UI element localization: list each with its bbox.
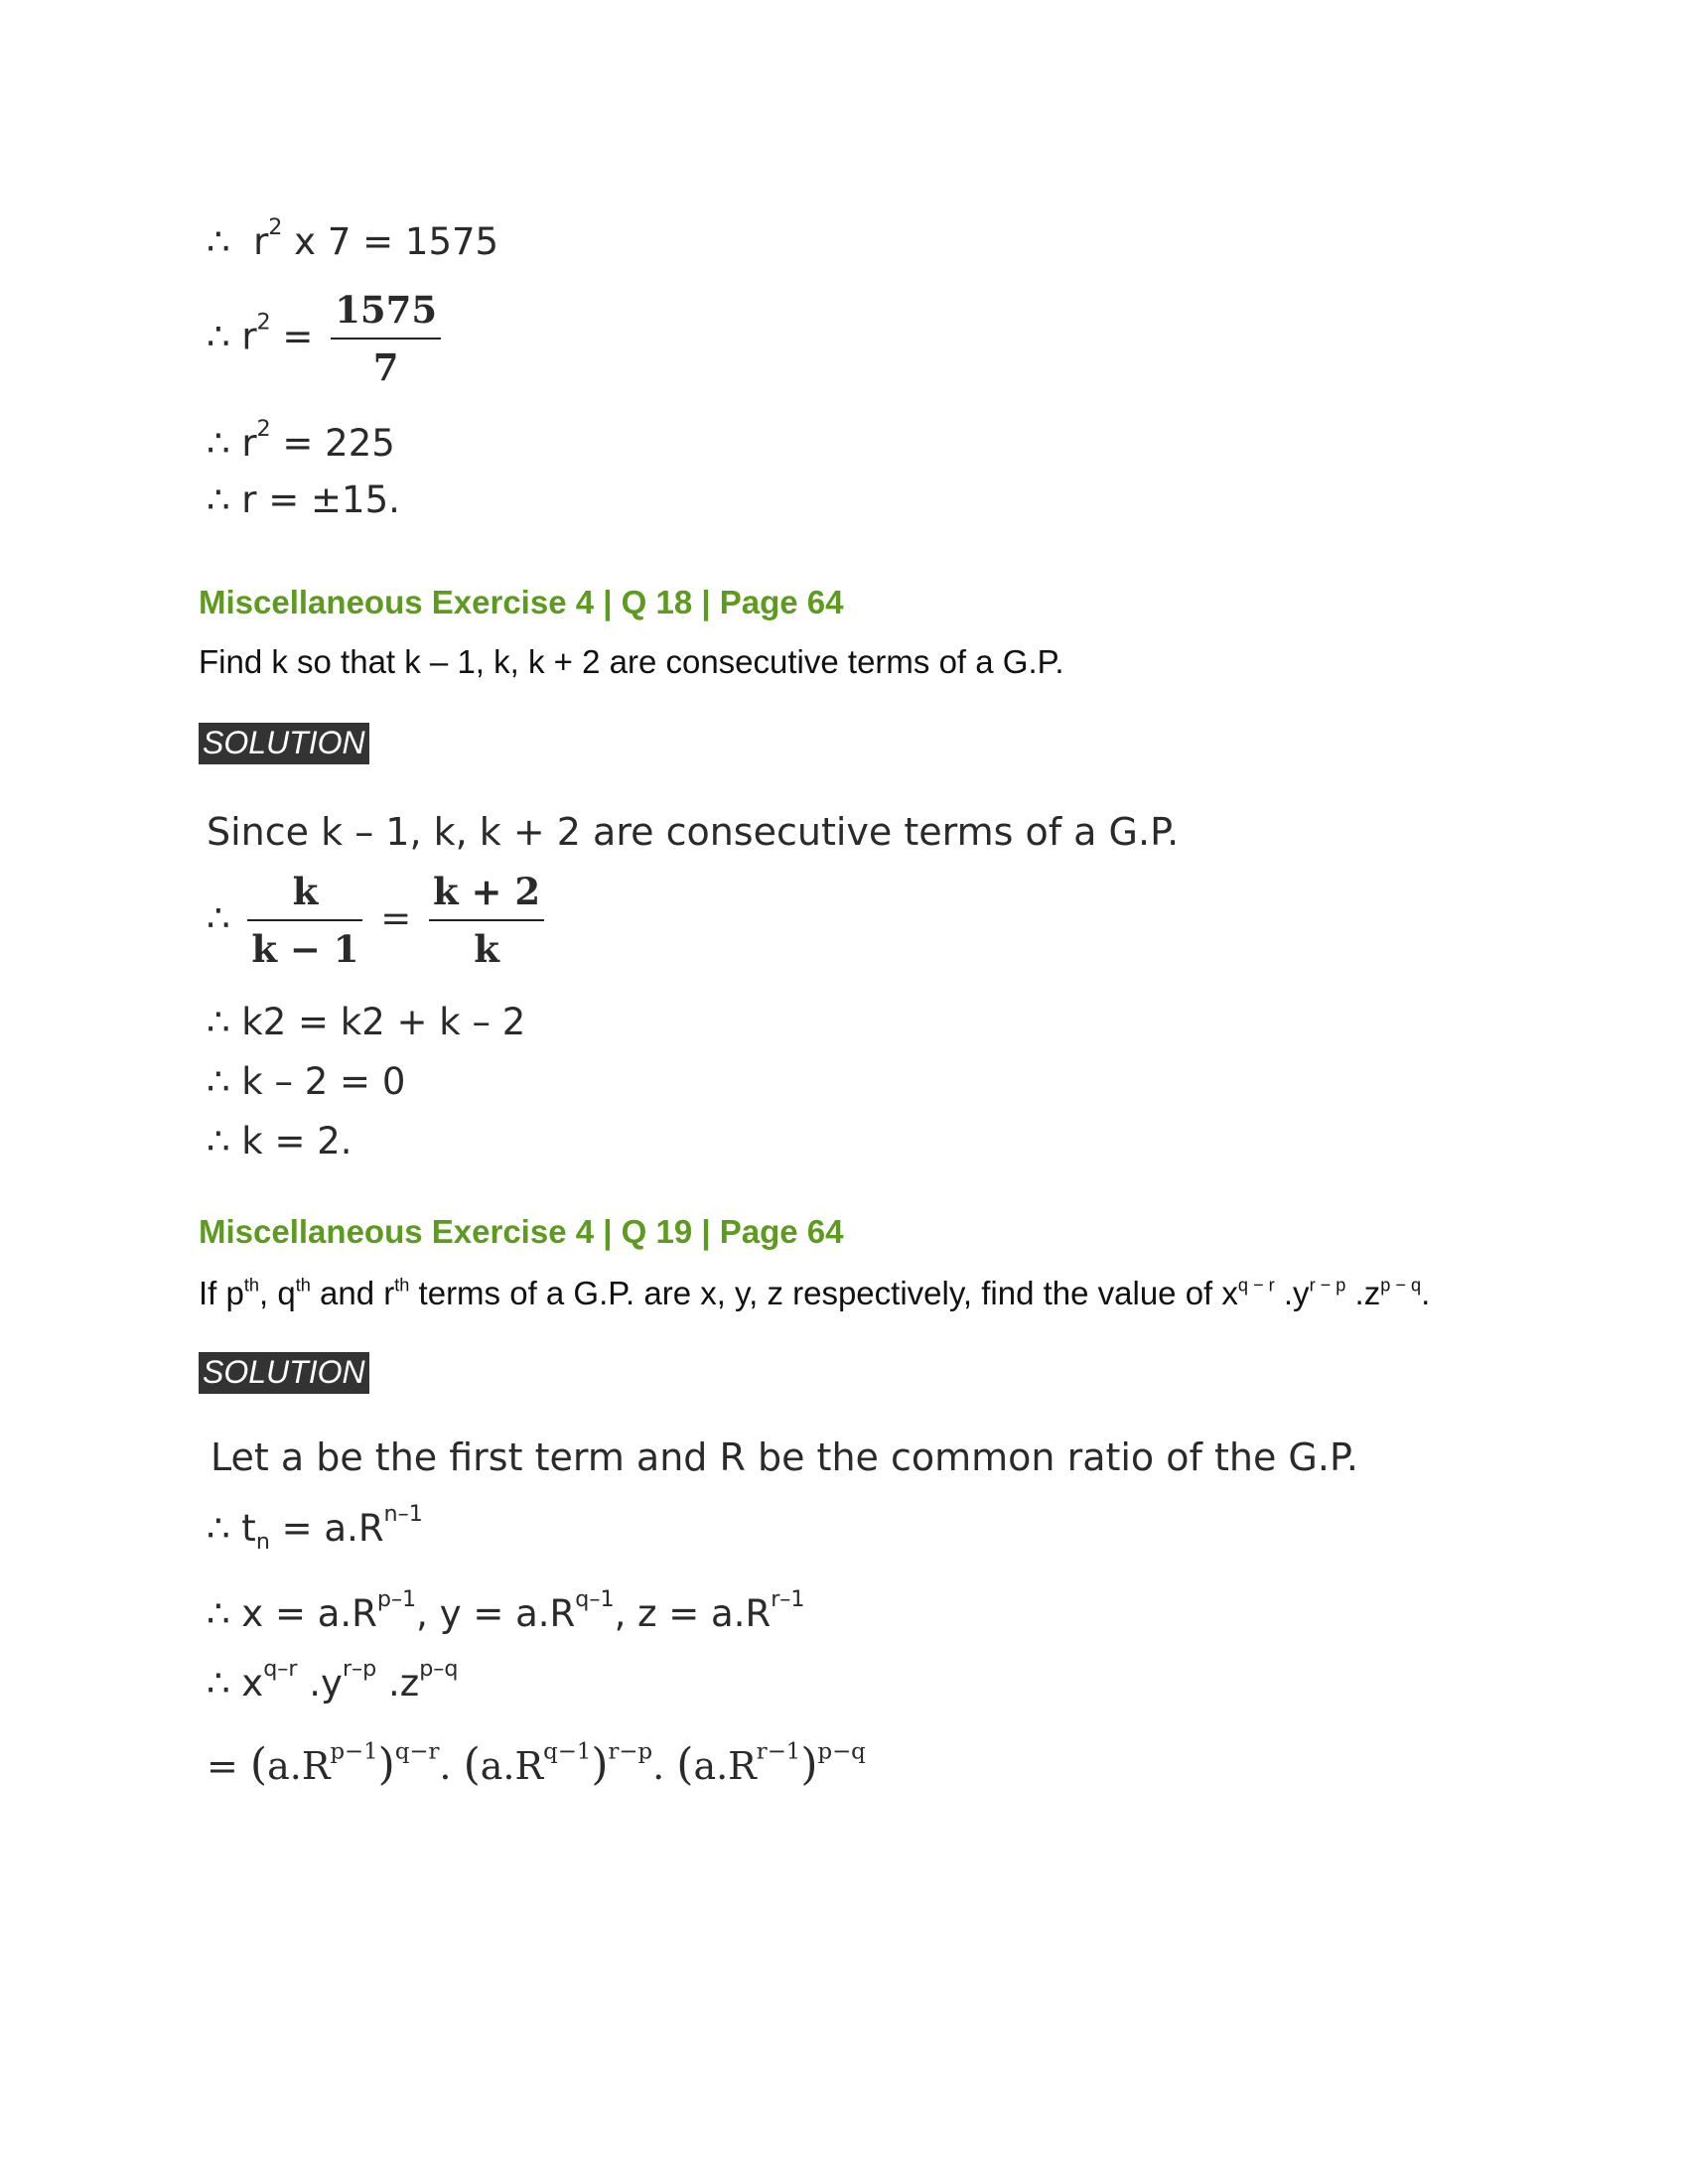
exponent: 2 (268, 214, 283, 241)
open-paren: ( (463, 1739, 481, 1790)
q18-solution-line-5: ∴ k = 2. (207, 1120, 352, 1162)
q19-solution-line-1: Let a be the first term and R be the common ratio of the G.P. (211, 1435, 1359, 1479)
ordinal-suffix: th (394, 1275, 410, 1296)
q19-text-part: .y (1274, 1275, 1310, 1311)
q19-text-part: , q (259, 1275, 296, 1311)
exponent: r − p (1309, 1275, 1346, 1296)
fraction-numerator: k + 2 (429, 870, 544, 921)
inner-exponent: p−1 (330, 1738, 378, 1765)
q19-text-part: .z (1345, 1275, 1381, 1311)
q19-text-part: . (1421, 1275, 1431, 1311)
therefore-symbol: ∴ (207, 422, 230, 465)
fraction-denominator: 7 (372, 345, 399, 389)
equation-rest: = 225 (270, 422, 395, 465)
q18-solution-line-4: ∴ k – 2 = 0 (207, 1060, 406, 1103)
equation-line-r-squared-225 (207, 416, 395, 465)
formula-part: ∴ t (207, 1507, 256, 1550)
question-19-text (199, 1275, 1430, 1312)
term: a.R (693, 1744, 757, 1788)
q19-solution-product-expression (207, 1656, 459, 1705)
exponent: p–q (419, 1656, 459, 1683)
q19-solution-substitution: = $(a.R^{p-1})^{q-r}$. $(a.R^{q-1})^{r-p}$. $(a.R^{r-1})^{p-q}$ (207, 1738, 866, 1790)
close-paren: ) (800, 1739, 818, 1790)
equation-line-r-squared-times-7 (207, 214, 499, 263)
outer-exponent: r−p (608, 1738, 653, 1765)
solution-label-q18: SOLUTION (199, 723, 369, 764)
equation-rest: x 7 = 1575 (282, 220, 499, 263)
variable-r: r (241, 315, 257, 358)
ordinal-suffix: th (243, 1275, 259, 1296)
q18-solution-line-1: Since k – 1, k, k + 2 are consecutive terms of a G.P. (207, 810, 1180, 854)
formula-part: ∴ x = a.R (207, 1592, 377, 1635)
question-19-heading: Miscellaneous Exercise 4 | Q 19 | Page 64 (199, 1213, 844, 1250)
therefore-symbol: ∴ (207, 896, 230, 940)
open-paren: ( (249, 1739, 268, 1790)
exponent: p − q (1380, 1275, 1422, 1296)
equation-line-r-squared-fraction (207, 288, 447, 389)
inner-exponent: q−1 (543, 1738, 592, 1765)
formula-part: = a.R (269, 1507, 384, 1550)
fraction-numerator: 1575 (331, 288, 441, 340)
formula-part: .y (297, 1662, 343, 1705)
exponent: 2 (256, 309, 271, 336)
fraction-1575-over-7 (331, 288, 441, 389)
exponent: r–1 (771, 1586, 805, 1613)
outer-exponent: p−q (817, 1738, 866, 1765)
exponent: n–1 (383, 1501, 423, 1528)
formula-part: ∴ x (207, 1662, 264, 1705)
equals-sign: = (270, 315, 314, 358)
open-paren: ( (676, 1739, 694, 1790)
exponent: r–p (342, 1656, 377, 1683)
formula-part: .z (376, 1662, 420, 1705)
equals-sign: = (380, 896, 412, 940)
variable-r: r (241, 422, 257, 465)
term: a.R (267, 1744, 331, 1788)
question-18-text: Find k so that k – 1, k, k + 2 are consecutive terms of a G.P. (199, 643, 1064, 680)
q19-text-part: If p (199, 1275, 244, 1311)
q18-solution-line-3: ∴ k2 = k2 + k – 2 (207, 1001, 526, 1043)
q18-solution-ratio-equation (207, 870, 550, 971)
close-paren: ) (591, 1739, 609, 1790)
formula-part: , y = a.R (416, 1592, 576, 1635)
therefore-symbol: ∴ (207, 220, 230, 263)
fraction-k-plus-2-over-k (429, 870, 544, 971)
q19-solution-xyz-definitions (207, 1586, 805, 1635)
exponent: q − r (1237, 1275, 1275, 1296)
q19-text-part: terms of a G.P. are x, y, z respectively, find the value of x (409, 1275, 1238, 1311)
formula-part: , z = a.R (614, 1592, 772, 1635)
fraction-numerator: k (247, 870, 362, 921)
exponent: q–r (263, 1656, 298, 1683)
outer-exponent: q−r (394, 1738, 440, 1765)
therefore-symbol: ∴ (207, 315, 230, 358)
fraction-denominator: k − 1 (251, 927, 359, 971)
variable-r: r (253, 220, 269, 263)
close-paren: ) (377, 1739, 395, 1790)
question-18-heading: Miscellaneous Exercise 4 | Q 18 | Page 64 (199, 584, 844, 620)
inner-exponent: r−1 (756, 1738, 801, 1765)
equation-line-r-plus-minus-15: ∴ r = ±15. (207, 478, 400, 521)
subscript: n (255, 1528, 270, 1555)
term: a.R (480, 1744, 544, 1788)
exponent: p–1 (376, 1586, 417, 1613)
q19-text-part: and r (310, 1275, 395, 1311)
fraction-denominator: k (474, 927, 499, 971)
fraction-k-over-k-minus-1 (247, 870, 362, 971)
solution-label-q19: SOLUTION (199, 1352, 369, 1394)
q19-solution-tn-formula (207, 1501, 423, 1555)
exponent: q–1 (575, 1586, 615, 1613)
equals-sign: = (207, 1744, 250, 1788)
ordinal-suffix: th (295, 1275, 311, 1296)
exponent: 2 (256, 416, 271, 443)
